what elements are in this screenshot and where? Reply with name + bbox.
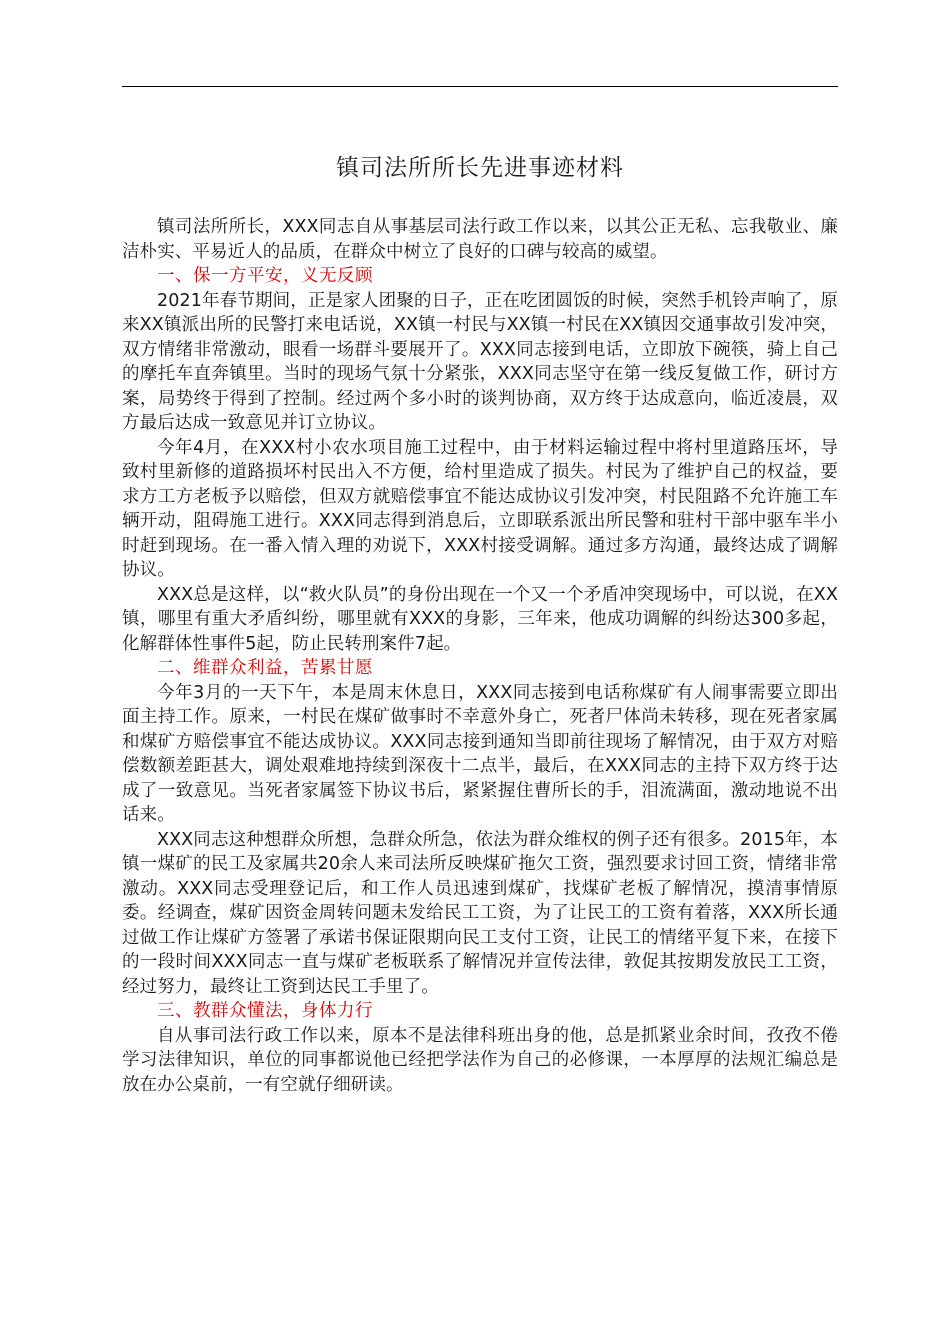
section-heading-3: 三、教群众懂法，身体力行 <box>157 1001 373 1021</box>
section-heading-1: 一、保一方平安，义无反顾 <box>157 266 373 286</box>
section-2-paragraph-1: 今年3月的一天下午，本是周末休息日，XXX同志接到电话称煤矿有人闹事需要立即出面主持工作。原来，一村民在煤矿做事时不幸意外身亡，死者尸体尚未转移，现在死者家属和煤矿方赔偿事宜不能达成协议。XXX同志接到通知当即前往现场了解情况，由于双方对赔偿数额差距甚大，调处艰难地持续到深夜十二点半，最后，在XXX同志的主持下双方终于达成了一致意见。当死者家属签下协议书后，紧紧握住曹所长的手，泪流满面，激动地说不出话来。 <box>122 682 838 825</box>
document-title: 镇司法所所长先进事迹材料 <box>336 155 624 181</box>
section-1-paragraph-2: 今年4月，在XXX村小农水项目施工过程中，由于材料运输过程中将村里道路压坏，导致村里新修的道路损坏村民出入不方便，给村里造成了损失。村民为了维护自己的权益，要求方工方老板予以赔偿，但双方就赔偿事宜不能达成协议引发冲突，村民阻路不允许施工车辆开动，阻碍施工进行。XXX同志得到消息后，立即联系派出所民警和驻村干部中驱车半小时赶到现场。在一番入情入理的劝说下，XXX村接受调解。通过多方沟通，最终达成了调解协议。 <box>122 437 838 580</box>
section-3-paragraph-1: 自从事司法行政工作以来，原本不是法律科班出身的他，总是抓紧业余时间，孜孜不倦学习法律知识，单位的同事都说他已经把学法作为自己的必修课，一本厚厚的法规汇编总是放在办公桌前，一有空就仔细研读。 <box>122 1025 838 1095</box>
intro-paragraph: 镇司法所所长，XXX同志自从事基层司法行政工作以来，以其公正无私、忘我敬业、廉洁朴实、平易近人的品质，在群众中树立了良好的口碑与较高的威望。 <box>122 217 838 262</box>
header-rule <box>122 86 838 87</box>
section-1-paragraph-3: XXX总是这样，以“救火队员”的身份出现在一个又一个矛盾冲突现场中，可以说，在XX镇，哪里有重大矛盾纠纷，哪里就有XXX的身影，三年来，他成功调解的纠纷达300多起，化解群体性事件5起，防止民转刑案件7起。 <box>122 584 838 654</box>
document-body <box>122 215 838 1097</box>
section-heading-2: 二、维群众利益，苦累甘愿 <box>157 658 373 678</box>
section-2-paragraph-2: XXX同志这种想群众所想，急群众所急，依法为群众维权的例子还有很多。2015年，本镇一煤矿的民工及家属共20余人来司法所反映煤矿拖欠工资，强烈要求讨回工资，情绪非常激动。XXX同志受理登记后，和工作人员迅速到煤矿，找煤矿老板了解情况，摸清事情原委。经调查，煤矿因资金周转问题未发给民工工资，为了让民工的工资有着落，XXX所长通过做工作让煤矿方签署了承诺书保证限期向民工支付工资，让民工的情绪平复下来，在接下的一段时间XXX同志一直与煤矿老板联系了解情况并宣传法律，敦促其按期发放民工工资，经过努力，最终让工资到达民工手里了。 <box>122 829 838 997</box>
section-1-paragraph-1: 2021年春节期间，正是家人团聚的日子，正在吃团圆饭的时候，突然手机铃声响了，原来XX镇派出所的民警打来电话说，XX镇一村民与XX镇一村民在XX镇因交通事故引发冲突，双方情绪非常激动，眼看一场群斗要展开了。XXX同志接到电话，立即放下碗筷，骑上自己的摩托车直奔镇里。当时的现场气氛十分紧张，XXX同志坚守在第一线反复做工作，研讨方案，局势终于得到了控制。经过两个多小时的谈判协商，双方终于达成意向，临近凌晨，双方最后达成一致意见并订立协议。 <box>122 290 838 433</box>
